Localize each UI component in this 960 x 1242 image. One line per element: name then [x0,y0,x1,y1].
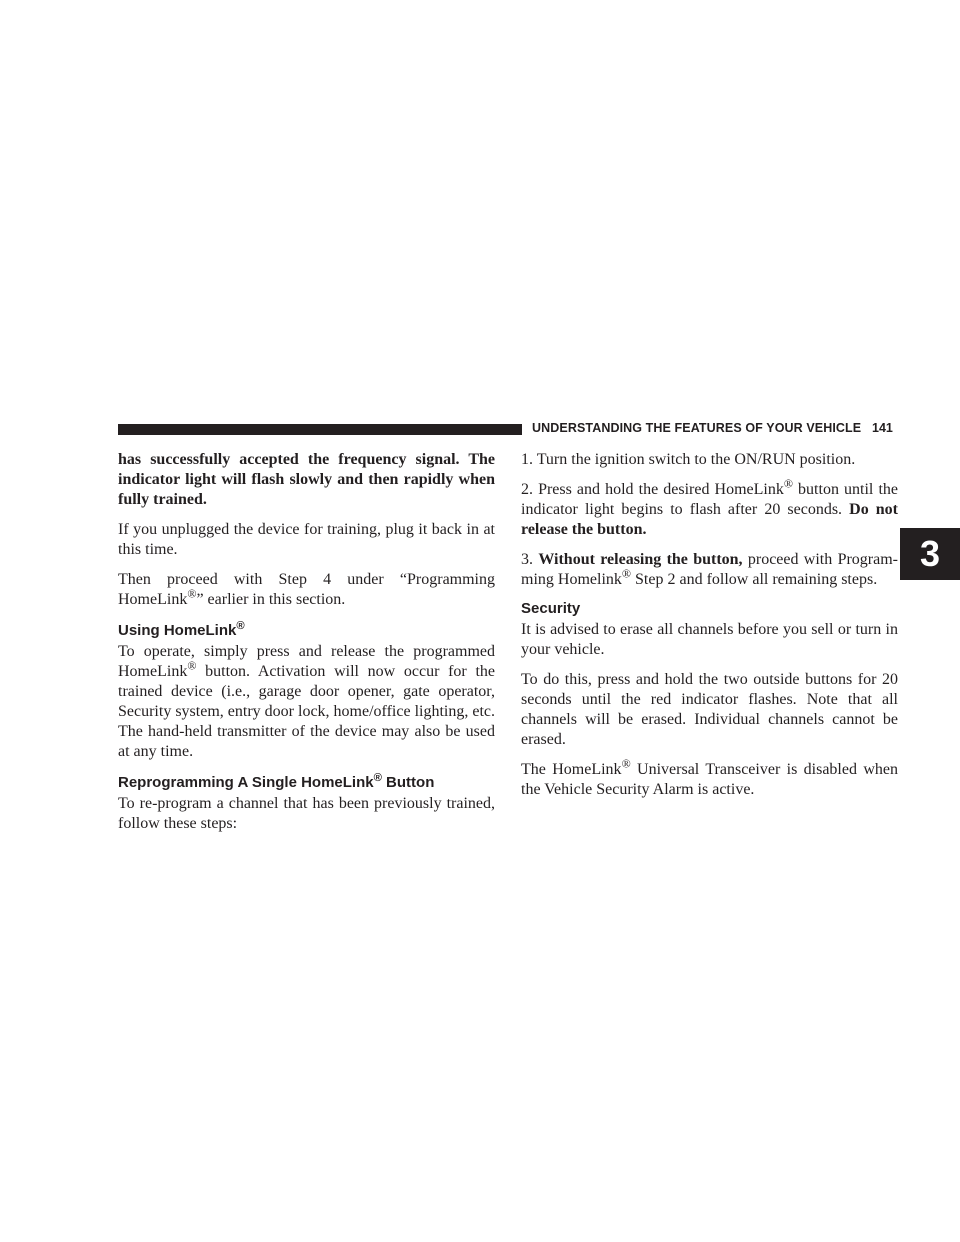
step2-text-mid: button until the indicator light begins to flash after 20 seconds. [521,481,898,518]
registered-mark: ® [373,772,382,784]
trained-text: has successfully accepted the frequency signal. The indicator light will flash slowly and then rapidly when fully trained. [118,451,495,508]
paragraph-erase: It is advised to erase all channels before you sell or turn in your vehicle. [521,621,898,658]
step-3 [521,550,898,590]
paragraph-unplugged: If you unplugged the device for training, plug it back in at this time. [118,521,495,558]
page-number: 141 [872,421,893,435]
transceiver-text: The HomeLink [521,761,622,778]
heading-reprogramming [118,774,495,792]
header-rule [118,424,522,435]
transceiver-text-end: Universal Transceiver is disabled when the Vehicle Security Alarm is active. [521,761,898,798]
registered-mark: ® [783,476,793,491]
paragraph-erase-steps: To do this, press and hold the two outside buttons for 20 seconds until the red indicator flashes. Note that all channels will be erased. Individual channels cannot be erased. [521,671,898,748]
heading-text-end: Button [381,774,435,791]
right-column [521,450,898,810]
heading-text: Reprogramming A Single HomeLink [118,774,374,791]
running-header: UNDERSTANDING THE FEATURES OF YOUR VEHICLE [532,421,862,435]
paragraph-trained [118,450,495,510]
operate-text: To operate, simply press and release the programmed HomeLink [118,643,495,680]
registered-mark: ® [187,658,197,673]
heading-text: Using HomeLink [118,622,237,639]
operate-text-end: button. Activation will now occur for the trained device (i.e., garage door opener, gate operator, Security system, entry door lock, home/office lighting, etc. The hand-held transmitter of the device may also be used at any time. [118,663,495,760]
chapter-tab: 3 [900,528,960,580]
registered-mark: ® [236,620,245,632]
paragraph-reprogram: To re-program a channel that has been previously trained, follow these steps: [118,795,495,832]
step4-text: Then proceed with Step 4 under “Programming HomeLink [118,571,495,608]
step-1: 1. Turn the ignition switch to the ON/RUN position. [521,451,856,468]
registered-mark: ® [187,586,197,601]
step2-warning: Do not release the button. [521,501,899,538]
step-2 [521,476,899,540]
registered-mark: ® [621,566,632,581]
step3-text: proceed with Program-ming Homelink [521,551,898,588]
registered-mark: ® [621,756,631,771]
step2-text: 2. Press and hold the desired HomeLink [521,481,784,498]
step3-emphasis: Without releasing the button, [538,551,743,568]
paragraph-operate [118,642,495,762]
paragraph-transceiver [521,756,898,800]
step3-number: 3. [521,551,539,568]
heading-using-homelink [118,622,495,640]
paragraph-step4 [118,570,495,610]
step4-text-end: ” earlier in this section. [196,591,346,608]
left-column [118,450,495,844]
heading-security: Security [521,600,581,617]
step3-text-end: Step 2 and follow all remaining steps. [631,571,878,588]
